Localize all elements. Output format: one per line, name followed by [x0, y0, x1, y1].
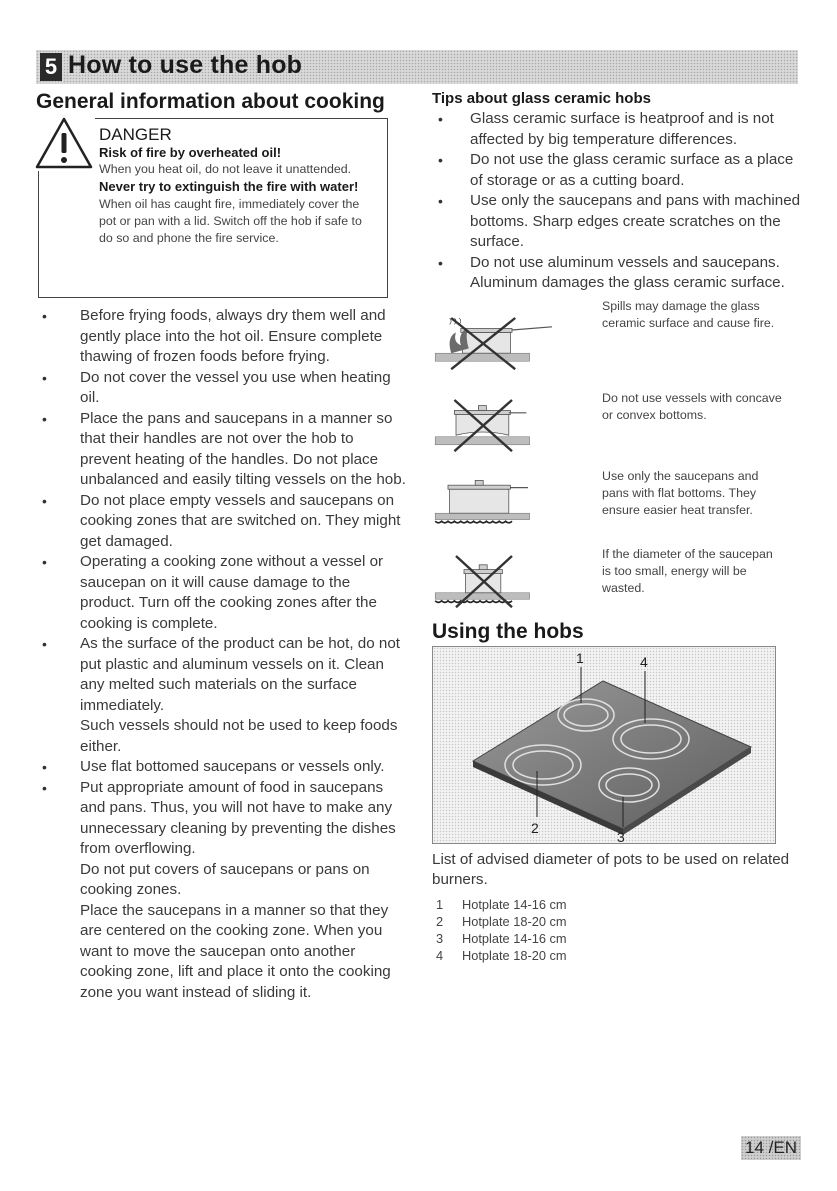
- hob-label-4: 4: [640, 653, 648, 670]
- list-item: [36, 409, 406, 491]
- bullet-text: • Do not place empty vessels and saucepans on cooking zones that are switched on. They might get damaged.: [80, 491, 401, 550]
- burner-number: 4: [436, 947, 444, 963]
- burner-number: 1: [436, 896, 444, 912]
- spill-fire-pan-illustration: [432, 306, 552, 378]
- burner-number: 2: [436, 913, 444, 929]
- burner-item: [432, 913, 802, 930]
- burner-text: Hotplate 18-20 cm: [462, 947, 567, 963]
- bullet-text: • Operating a cooking zone without a vessel or saucepan on it will cause damage to the product. Turn off the cooking zones after the cooking is complete.: [80, 553, 384, 632]
- page-number: 14 /EN: [741, 1136, 801, 1160]
- danger-line: When you heat oil, do not leave it unattended.: [99, 162, 352, 176]
- hob-label-1: 1: [576, 649, 584, 666]
- burner-text: Hotplate 14-16 cm: [462, 930, 567, 946]
- list-item: [36, 491, 406, 553]
- bullet-text: • As the surface of the product can be hot, do not put plastic and aluminum vessels on it. Clean any melted such materials on the surface immediately.: [80, 635, 400, 714]
- burner-item: [432, 947, 802, 964]
- bullet-text: Such vessels should not be used to keep foods either.: [80, 717, 398, 755]
- list-item: • Use only the saucepans and pans with machined bottoms. Sharp edges create scratches on the surface.: [432, 191, 802, 253]
- list-item: [36, 757, 406, 778]
- burner-number: 3: [436, 930, 444, 946]
- concave-pan-illustration: [432, 388, 552, 460]
- bullet-text: Place the saucepans in a manner so that they are centered on the cooking zone. When you want to move the saucepan onto another cooking zone, lift and place it onto the cooking zone you want instead of sliding it.: [80, 901, 391, 1001]
- danger-warning-oil: Risk of fire by overheated oil!: [99, 145, 282, 160]
- warning-triangle-icon: [33, 115, 95, 171]
- danger-paragraph: [99, 178, 379, 247]
- chapter-header: [36, 50, 798, 84]
- tips-heading: Tips about glass ceramic hobs: [432, 90, 651, 107]
- pan-caption: Do not use vessels with concave or convex bottoms.: [602, 390, 782, 422]
- bullet-text: • Place the pans and saucepans in a manner so that their handles are not over the hob to prevent heating of the handles. Do not place unbalanced and easily tilting vessels on the hob.: [80, 409, 406, 488]
- hob-diagram: [432, 646, 776, 844]
- list-item: [36, 552, 406, 634]
- section-heading-general: General information about cooking: [36, 90, 385, 113]
- danger-title: DANGER: [99, 125, 172, 144]
- list-item: • Do not use the glass ceramic surface as a place of storage or as a cutting board.: [432, 150, 802, 191]
- chapter-number: 5: [40, 53, 62, 81]
- small-pan-illustration: [432, 544, 552, 616]
- chapter-title: How to use the hob: [68, 51, 303, 79]
- hob-diagram-svg: [433, 647, 775, 843]
- danger-box: [38, 118, 388, 298]
- burner-list-intro: List of advised diameter of pots to be used on related burners.: [432, 850, 790, 888]
- hob-label-3: 3: [617, 828, 625, 843]
- danger-warning-water: Never try to extinguish the fire with water!: [99, 179, 359, 194]
- list-item: • Do not use aluminum vessels and saucepans. Aluminum damages the glass ceramic surface.: [432, 253, 802, 294]
- general-bullet-list: [36, 306, 406, 1003]
- bullet-text: • Do not cover the vessel you use when heating oil.: [80, 368, 391, 406]
- list-item: [36, 634, 406, 757]
- bullet-text: Do not put covers of saucepans or pans on cooking zones.: [80, 860, 370, 898]
- danger-line: When oil has caught fire, immediately cover the pot or pan with a lid. Switch off the hob if safe to do so and phone the fire service.: [99, 197, 362, 245]
- list-item: [36, 368, 406, 409]
- list-item: [36, 306, 406, 368]
- burner-item: [432, 896, 802, 913]
- left-column: [36, 90, 406, 1003]
- hob-label-2: 2: [531, 819, 539, 836]
- list-item: • Glass ceramic surface is heatproof and is not affected by big temperature differences.: [432, 109, 802, 150]
- list-item: [36, 778, 406, 1004]
- right-column: [432, 90, 802, 964]
- pan-caption: If the diameter of the saucepan is too small, energy will be wasted.: [602, 546, 773, 595]
- pan-caption: Use only the saucepans and pans with flat bottoms. They ensure easier heat transfer.: [602, 468, 759, 517]
- burner-text: Hotplate 14-16 cm: [462, 896, 567, 912]
- bullet-text: • Before frying foods, always dry them well and gently place into the hot oil. Ensure complete thawing of frozen foods before frying.: [80, 307, 386, 365]
- pan-caption: Spills may damage the glass ceramic surface and cause fire.: [602, 298, 775, 330]
- using-hobs-heading: Using the hobs: [432, 619, 584, 643]
- burner-list: [432, 896, 802, 964]
- flat-bottom-pan-illustration: [432, 466, 552, 538]
- pan-illustrations: [432, 298, 802, 620]
- burner-text: Hotplate 18-20 cm: [462, 913, 567, 929]
- tips-bullet-list: [432, 109, 802, 294]
- bullet-text: • Use flat bottomed saucepans or vessels only.: [80, 758, 385, 775]
- danger-text: [99, 125, 379, 247]
- burner-item: [432, 930, 802, 947]
- bullet-text: • Put appropriate amount of food in saucepans and pans. Thus, you will not have to make any unnecessary cleaning by preventing the dishes from overflowing.: [80, 778, 396, 857]
